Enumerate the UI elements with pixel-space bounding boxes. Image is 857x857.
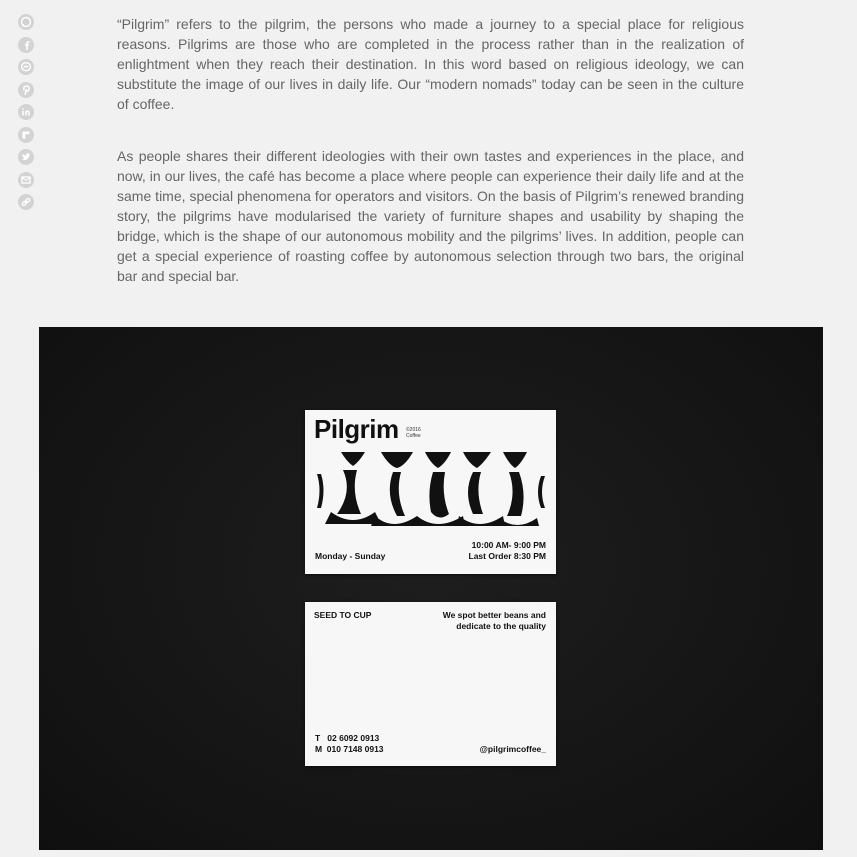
pinterest-icon[interactable] <box>17 81 35 99</box>
card-slogan-line: We spot better beans and <box>442 610 546 620</box>
card-slogan-line: dedicate to the quality <box>456 621 546 631</box>
article-paragraph: “Pilgrim” refers to the pilgrim, the persons who made a journey to a special place for religious reasons. Pilgrims are those who are completed in the process rather than in the realization of enlightment when they reach their destination. In this word based on religious ideology, we can substitute the image of our lives in daily life. Our “modern nomads” today can be seen in the culture of coffee. <box>117 16 744 112</box>
copy-link-icon[interactable] <box>17 193 35 211</box>
article-paragraph: As people shares their different ideologies with their own tastes and experiences in the place, and now, in our lives, the café has become a place where people can experience their daily life and at the same time, special phenomena for operators and visitors. On the basis of Pilgrim’s renewed branding story, the pilgrims have modularised the variety of furniture shapes and usability by shaping the bridge, which is the shape of our autonomous mobility and the pilgrims’ lives. In addition, people can get a special experience of roasting coffee by autonomous selection through two bars, the original bar and special bar. <box>117 148 744 284</box>
logo-meta-coffee: Coffee <box>406 433 421 439</box>
facebook-icon[interactable] <box>17 36 35 54</box>
card-instagram-handle: @pilgrimcoffee_ <box>479 744 546 754</box>
linkedin-icon[interactable] <box>17 103 35 121</box>
flipboard-icon[interactable] <box>17 126 35 144</box>
twitter-icon[interactable] <box>17 148 35 166</box>
business-card-photo <box>39 327 823 850</box>
business-card-front <box>305 410 556 574</box>
logo-meta <box>406 427 421 439</box>
card-last-order: Last Order 8:30 PM <box>468 551 546 561</box>
card-opening-hours: 10:00 AM- 9:00 PM <box>471 540 546 550</box>
share-rail <box>17 13 35 211</box>
card-opening-days: Monday - Sunday <box>315 551 386 561</box>
pilgrim-logo: Pilgrim <box>314 414 399 444</box>
messenger-icon[interactable] <box>17 58 35 76</box>
card-tagline: SEED TO CUP <box>314 610 372 620</box>
business-card-back <box>305 602 556 766</box>
card-phone-mobile: M 010 7148 0913 <box>315 744 384 754</box>
logo-meta-year: ©2016 <box>406 427 421 433</box>
whatsapp-icon[interactable] <box>17 13 35 31</box>
email-icon[interactable] <box>17 171 35 189</box>
article-body <box>117 14 744 286</box>
card-phone-telephone: T 02 6092 0913 <box>315 733 380 743</box>
bridge-pattern-graphic <box>313 452 551 532</box>
